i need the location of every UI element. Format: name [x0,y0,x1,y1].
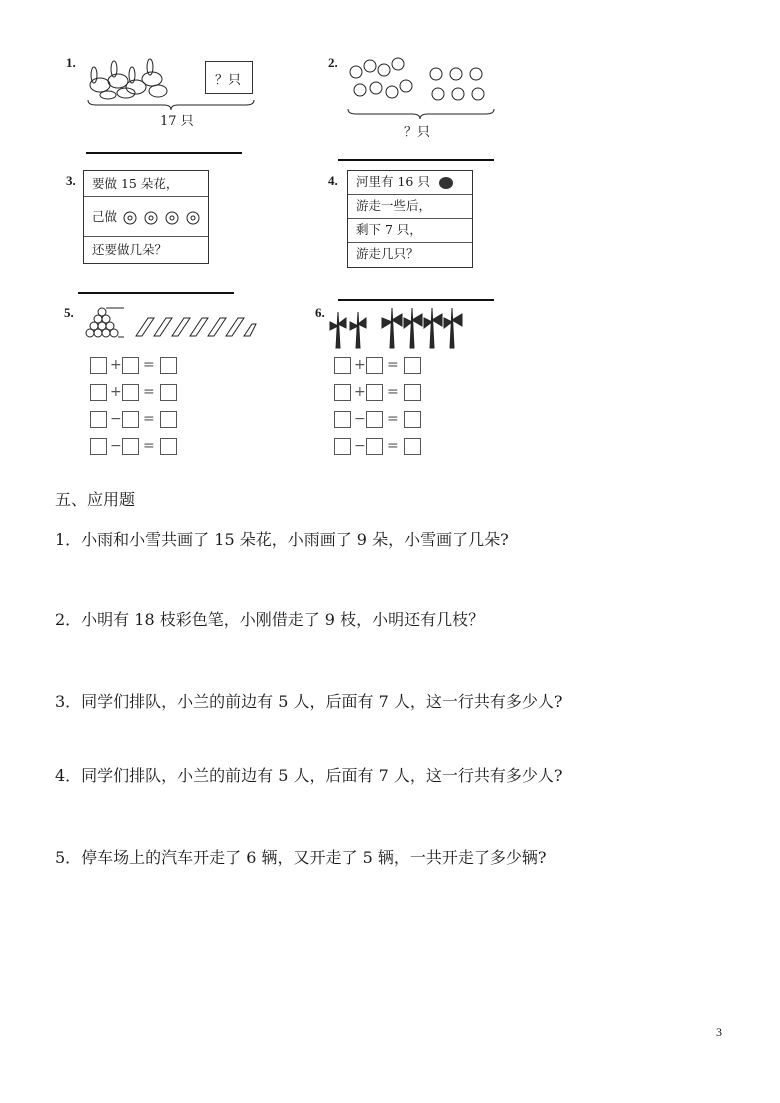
exercise-5-equations [90,357,190,467]
answer-box[interactable] [122,384,139,401]
answer-box[interactable] [90,411,107,428]
operator: − [110,438,122,454]
answer-box[interactable] [334,384,351,401]
box-row: 游走几只？ [356,246,419,261]
equals: = [387,438,399,454]
equals: = [387,384,399,400]
answer-box[interactable] [366,438,383,455]
total-brace-2 [346,107,496,121]
answer-line-2 [338,159,494,161]
box-row-text: 河里有 16 只 [356,174,430,189]
exercise-2-number: 2. [328,55,338,70]
answer-box[interactable] [122,411,139,428]
problem-3: 3．同学们排队，小兰的前边有 5 人，后面有 7 人，这一行共有多少人? [55,692,563,711]
answer-box[interactable] [122,438,139,455]
operator: + [110,357,122,373]
problem-5: 5．停车场上的汽车开走了 6 辆，又开走了 5 辆，一共开走了多少辆? [55,848,547,867]
answer-box[interactable] [404,357,421,374]
section-title: 五、应用题 [55,490,136,509]
answer-box[interactable] [366,411,383,428]
operator: − [354,438,366,454]
answer-box[interactable] [90,438,107,455]
exercise-6-number: 6. [315,305,325,320]
answer-box[interactable] [334,411,351,428]
equals: = [143,384,155,400]
page-number: 3 [716,1025,722,1039]
fish-icon [438,176,454,190]
exercise-4-box [347,170,473,268]
exercise-1-number: 1. [66,55,76,70]
problem-4: 4．同学们排队，小兰的前边有 5 人，后面有 7 人，这一行共有多少人? [55,766,563,785]
answer-box[interactable] [334,357,351,374]
box-row: 剩下 7 只， [348,219,472,243]
made-label: 己做 [92,209,118,224]
exercise-3-box [83,170,209,264]
answer-box[interactable] [160,438,177,455]
problem-2: 2．小明有 18 枝彩色笔，小刚借走了 9 枝，小明还有几枝？ [55,610,485,629]
pencil-stack-illustration [80,306,260,340]
problem-1: 1．小雨和小雪共画了 15 朵花，小雨画了 9 朵，小雪画了几朵? [55,530,509,549]
equals: = [143,411,155,427]
answer-box[interactable] [90,384,107,401]
answer-box[interactable] [366,357,383,374]
answer-box[interactable] [334,438,351,455]
unknown-count-box [205,61,253,94]
answer-box[interactable] [90,357,107,374]
answer-box[interactable] [404,411,421,428]
exercise-5-number: 5. [64,305,74,320]
answer-box[interactable] [160,357,177,374]
unknown-count-label: ？只 [215,73,242,88]
equals: = [387,411,399,427]
answer-box[interactable] [160,384,177,401]
equals: = [143,438,155,454]
operator: − [354,411,366,427]
equals: = [387,357,399,373]
answer-box[interactable] [404,438,421,455]
operator: + [354,384,366,400]
answer-box[interactable] [122,357,139,374]
box-row-made [84,197,208,237]
exercise-3-number: 3. [66,173,76,188]
operator: + [354,357,366,373]
answer-box[interactable] [160,411,177,428]
operator: + [110,384,122,400]
box-row: 要做 15 朵花， [84,171,208,197]
flower-icons [123,211,211,225]
answer-box[interactable] [404,384,421,401]
equals: = [143,357,155,373]
operator: − [110,411,122,427]
chick-group-illustration [346,52,496,107]
exercise-4-number: 4. [328,173,338,188]
exercise-6-equations [334,357,434,467]
corn-plants-illustration [328,300,468,350]
unknown-total-label: ？只 [404,125,431,140]
box-row: 还要做几朵？ [92,242,168,257]
rabbit-group-illustration [86,55,171,100]
answer-line-1 [86,152,242,154]
answer-box[interactable] [366,384,383,401]
total-label: 17 只 [160,114,194,129]
box-row [348,171,472,195]
answer-line-3 [78,292,234,294]
box-row: 游走一些后， [348,195,472,219]
